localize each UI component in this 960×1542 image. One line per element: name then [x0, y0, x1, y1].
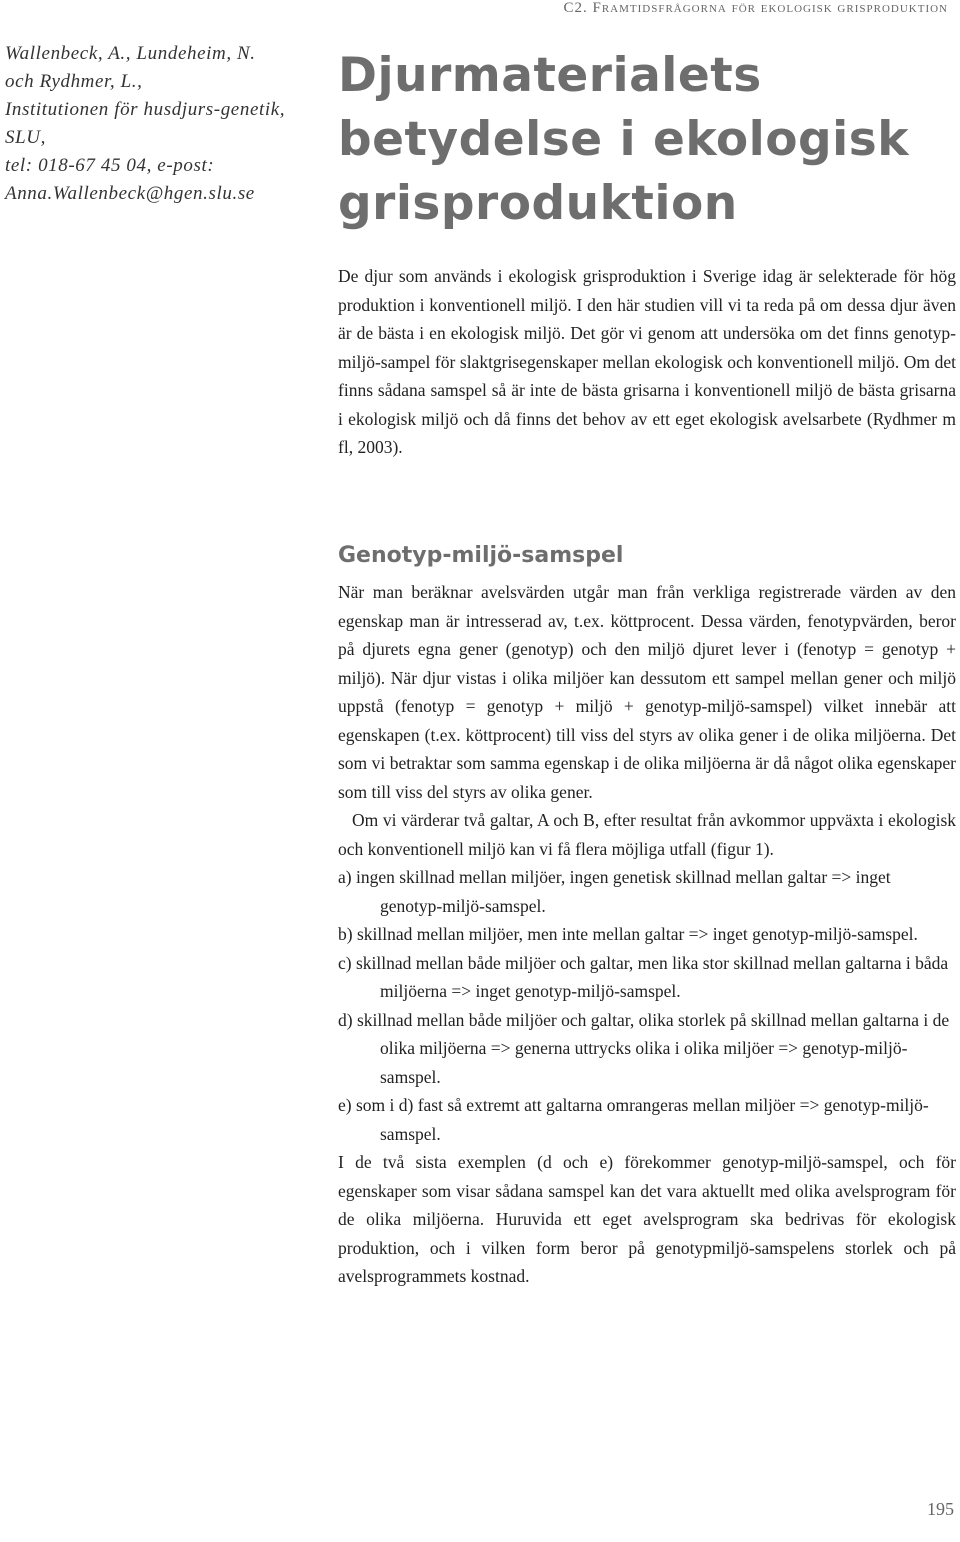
list-item: a) ingen skillnad mellan miljöer, ingen genetisk skillnad mellan galtar => inget genotyp-miljö-samspel. — [338, 867, 891, 916]
outcome-list — [338, 863, 956, 1148]
section-heading: Genotyp-miljö-samspel — [338, 543, 624, 568]
body-paragraph: Om vi värderar två galtar, A och B, efter resultat från avkommor uppväxta i ekologisk och konventionell miljö kan vi få flera möjliga utfall (figur 1). — [338, 810, 956, 859]
author-line: SLU, — [5, 127, 46, 148]
list-item: b) skillnad mellan miljöer, men inte mellan galtar => inget genotyp-miljö-samspel. — [338, 924, 918, 944]
genotype-environment-section — [338, 540, 956, 1291]
author-line: Wallenbeck, A., Lundeheim, N. — [5, 43, 256, 64]
intro-section — [338, 262, 956, 462]
author-info — [5, 40, 315, 208]
running-header: C2. Framtidsfrågorna för ekologisk grisproduktion — [563, 0, 948, 16]
author-line: tel: 018-67 45 04, e-post: — [5, 155, 215, 176]
body-paragraph: I de två sista exemplen (d och e) förekommer genotyp-miljö-samspel, och för egenskaper som visar sådana samspel kan det vara aktuellt med olika avelsprogram för de olika miljöerna. Huruvida ett eget avelsprogram ska bedrivas för ekologisk produktion, och i vilken form beror på genotypmiljö-samspelens storlek och på avelsprogrammets kostnad. — [338, 1152, 956, 1286]
author-line: och Rydhmer, L., — [5, 71, 143, 92]
author-line: Institutionen för husdjurs-genetik, — [5, 99, 286, 120]
intro-paragraph: De djur som används i ekologisk grisproduktion i Sverige idag är selekterade för hög produktion i konventionell miljö. I den här studien vill vi ta reda på om dessa djur även är de bästa i en ekologisk miljö. Det gör vi genom att undersöka om det finns genotyp-miljö-sampel för slaktgrisegenskaper mellan ekologisk och konventionell miljö. Om det finns sådana samspel så är inte de bästa grisarna i konventionell miljö de bästa grisarna i ekologisk miljö och då finns det behov av ett eget ekologisk avelsarbete (Rydhmer m fl, 2003). — [338, 266, 956, 457]
article-title: Djurmaterialets betydelse i ekologisk grisproduktion — [338, 48, 909, 231]
body-paragraph: När man beräknar avelsvärden utgår man från verkliga registrerade värden av den egenskap man är intresserad av, t.ex. köttprocent. Dessa värden, fenotypvärden, beror på djurets egna gener (genotyp) och den miljö djuret lever i (fenotyp = genotyp + miljö). När djur vistas i olika miljöer kan dessutom ett sampel mellan gener och miljö uppstå (fenotyp = genotyp + miljö + genotyp-miljö-samspel) vilket innebär att egenskapen (t.ex. köttprocent) till viss del styrs av olika gener i de olika miljöerna. Det som vi betraktar som samma egenskap i de olika miljöerna är då något olika egenskaper som till viss del styrs av olika gener. — [338, 582, 956, 802]
list-item: d) skillnad mellan både miljöer och galtar, olika storlek på skillnad mellan galtarna i de olika miljöerna => generna uttrycks olika i olika miljöer => genotyp-miljö-samspel. — [338, 1009, 950, 1087]
list-item: e) som i d) fast så extremt att galtarna omrangeras mellan miljöer => genotyp-miljö-samspel. — [338, 1095, 929, 1144]
list-item: c) skillnad mellan både miljöer och galtar, men lika stor skillnad mellan galtarna i båda miljöerna => inget genotyp-miljö-samspel. — [338, 952, 949, 1001]
author-email: Anna.Wallenbeck@hgen.slu.se — [5, 183, 255, 204]
page-number: 195 — [927, 1499, 954, 1519]
